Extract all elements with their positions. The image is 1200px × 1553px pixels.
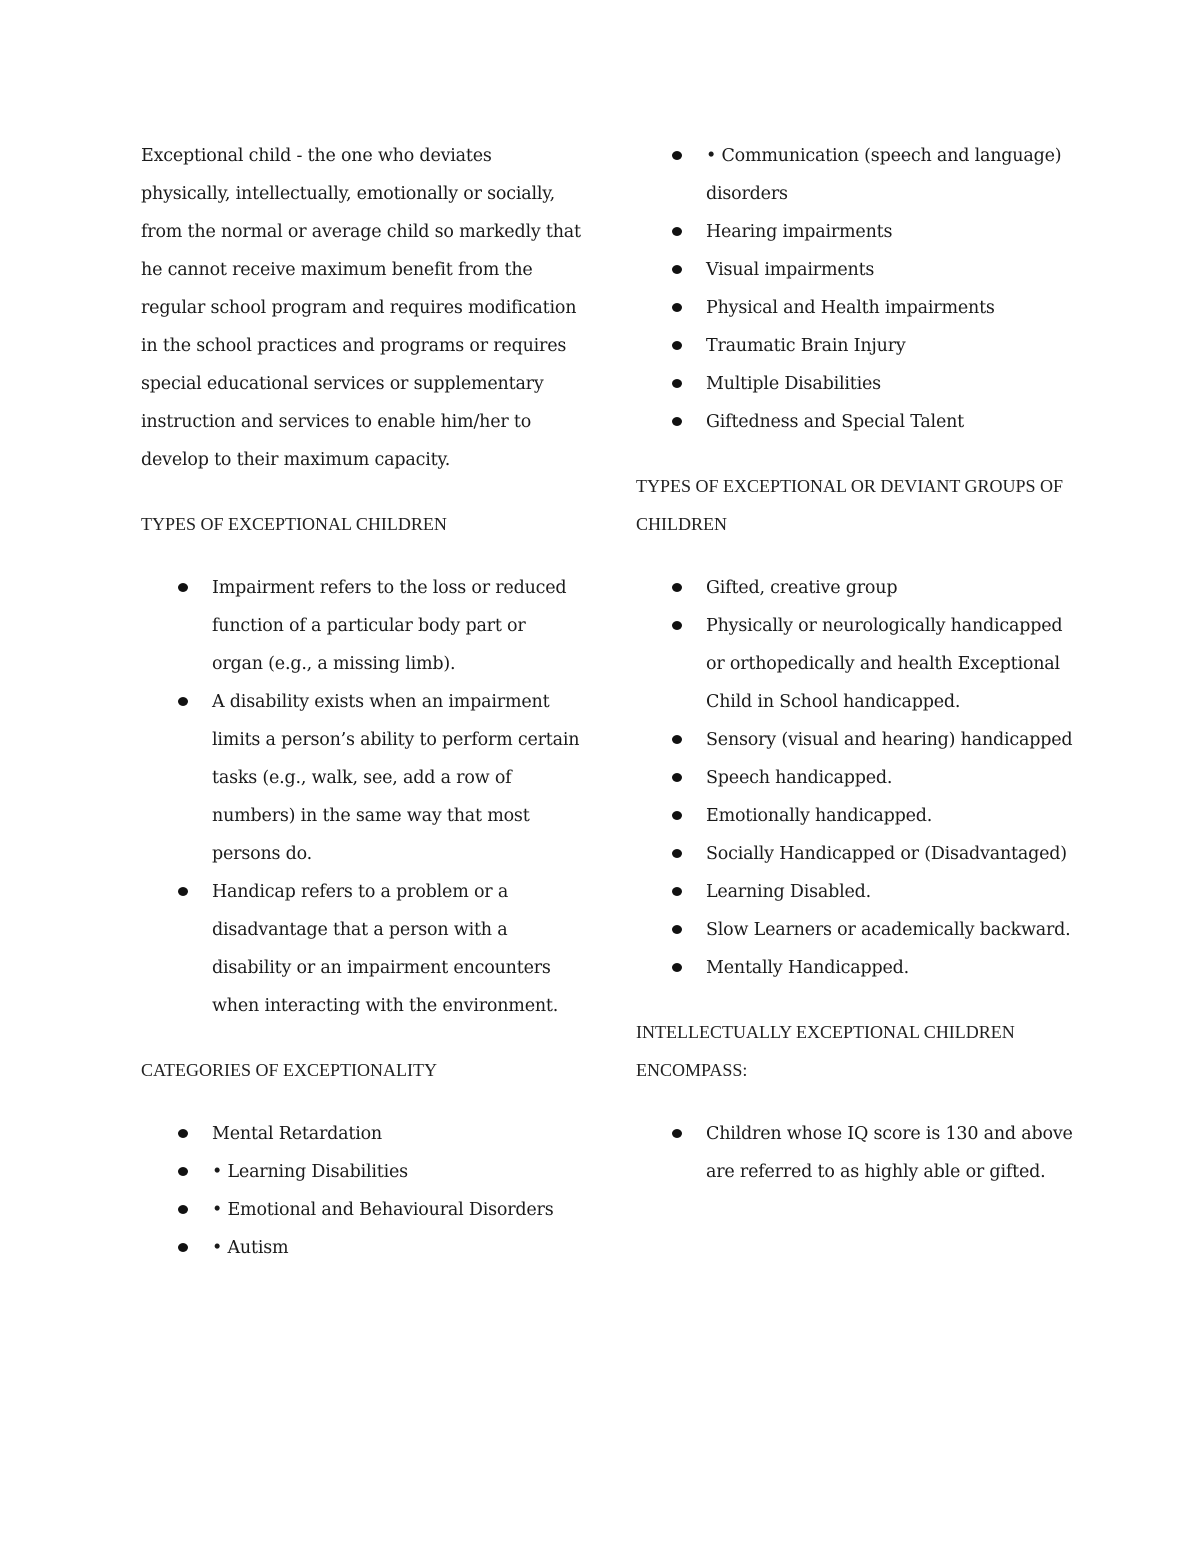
list-item-text: Traumatic Brain Injury bbox=[706, 336, 906, 356]
intellectual-list bbox=[636, 1115, 1086, 1191]
list-item-text: • Emotional and Behavioural Disorders bbox=[212, 1200, 554, 1220]
list-item bbox=[636, 873, 1086, 911]
bullet-icon bbox=[672, 735, 682, 744]
bullet-icon bbox=[672, 1129, 682, 1138]
list-item bbox=[141, 1191, 581, 1229]
bullet-icon bbox=[672, 265, 682, 274]
list-item-text: Mentally Handicapped. bbox=[706, 958, 909, 978]
list-item-text: Handicap refers to a problem or a disadvantage that a person with a disability or an impairment encounters when interacting with the environment. bbox=[212, 882, 559, 1016]
bullet-icon bbox=[178, 1243, 188, 1252]
list-item bbox=[636, 721, 1086, 759]
bullet-icon bbox=[672, 583, 682, 592]
deviant-groups-list bbox=[636, 569, 1086, 987]
bullet-icon bbox=[178, 583, 188, 592]
list-item-text: Giftedness and Special Talent bbox=[706, 412, 965, 432]
definition-paragraph: Exceptional child - the one who deviates physically, intellectually, emotionally or socially, from the normal or average child so markedly that he cannot receive maximum benefit from the regular school program and requires modification in the school practices and programs or requires special educational services or supplementary instruction and services to enable him/her to develop to their maximum capacity. bbox=[141, 146, 581, 470]
categories-continued-list bbox=[636, 137, 1086, 441]
list-item bbox=[636, 759, 1086, 797]
list-item bbox=[636, 835, 1086, 873]
list-item bbox=[141, 683, 581, 873]
list-item-text: • Autism bbox=[212, 1238, 289, 1258]
categories-list bbox=[141, 1115, 581, 1267]
types-heading: TYPES OF EXCEPTIONAL CHILDREN bbox=[141, 514, 447, 534]
list-item-text: Children whose IQ score is 130 and above are referred to as highly able or gifted. bbox=[706, 1124, 1073, 1182]
bullet-icon bbox=[178, 697, 188, 706]
bullet-icon bbox=[672, 227, 682, 236]
bullet-icon bbox=[178, 1205, 188, 1214]
list-item bbox=[636, 327, 1086, 365]
list-item-text: A disability exists when an impairment limits a person’s ability to perform certain tasks (e.g., walk, see, add a row of numbers) in the same way that most persons do. bbox=[212, 692, 580, 864]
list-item bbox=[636, 289, 1086, 327]
list-item-text: • Learning Disabilities bbox=[212, 1162, 408, 1182]
bullet-icon bbox=[672, 849, 682, 858]
bullet-icon bbox=[672, 887, 682, 896]
bullet-icon bbox=[672, 963, 682, 972]
list-item-text: Slow Learners or academically backward. bbox=[706, 920, 1071, 940]
categories-heading: CATEGORIES OF EXCEPTIONALITY bbox=[141, 1060, 437, 1080]
list-item-text: Physical and Health impairments bbox=[706, 298, 995, 318]
types-list bbox=[141, 569, 581, 1025]
bullet-icon bbox=[672, 151, 682, 160]
bullet-icon bbox=[672, 773, 682, 782]
list-item-text: Speech handicapped. bbox=[706, 768, 893, 788]
list-item bbox=[636, 403, 1086, 441]
list-item bbox=[636, 137, 1086, 213]
bullet-icon bbox=[672, 621, 682, 630]
list-item bbox=[636, 365, 1086, 403]
list-item bbox=[141, 873, 581, 1025]
intellectual-heading: INTELLECTUALLY EXCEPTIONAL CHILDREN ENCOMPASS: bbox=[636, 1022, 1015, 1080]
list-item bbox=[141, 1115, 581, 1153]
list-item bbox=[636, 797, 1086, 835]
bullet-icon bbox=[178, 1129, 188, 1138]
bullet-icon bbox=[672, 379, 682, 388]
list-item-text: Visual impairments bbox=[706, 260, 875, 280]
bullet-icon bbox=[672, 925, 682, 934]
list-item-text: Socially Handicapped or (Disadvantaged) bbox=[706, 844, 1067, 864]
bullet-icon bbox=[672, 303, 682, 312]
right-column bbox=[636, 137, 1086, 1191]
bullet-icon bbox=[672, 341, 682, 350]
list-item-text: Physically or neurologically handicapped or orthopedically and health Exceptional Child in School handicapped. bbox=[706, 616, 1063, 712]
bullet-icon bbox=[672, 811, 682, 820]
list-item-text: Hearing impairments bbox=[706, 222, 893, 242]
list-item bbox=[141, 569, 581, 683]
list-item bbox=[636, 213, 1086, 251]
list-item bbox=[141, 1153, 581, 1191]
list-item-text: Emotionally handicapped. bbox=[706, 806, 933, 826]
bullet-icon bbox=[178, 887, 188, 896]
bullet-icon bbox=[672, 417, 682, 426]
list-item bbox=[636, 569, 1086, 607]
list-item bbox=[636, 1115, 1086, 1191]
list-item-text: Sensory (visual and hearing) handicapped bbox=[706, 730, 1073, 750]
left-column bbox=[141, 137, 581, 1267]
list-item-text: • Communication (speech and language) disorders bbox=[706, 146, 1062, 204]
list-item-text: Mental Retardation bbox=[212, 1124, 383, 1144]
deviant-groups-heading: TYPES OF EXCEPTIONAL OR DEVIANT GROUPS OF CHILDREN bbox=[636, 476, 1064, 534]
bullet-icon bbox=[178, 1167, 188, 1176]
list-item-text: Multiple Disabilities bbox=[706, 374, 881, 394]
list-item bbox=[636, 911, 1086, 949]
list-item-text: Impairment refers to the loss or reduced function of a particular body part or organ (e.g., a missing limb). bbox=[212, 578, 567, 674]
list-item bbox=[636, 949, 1086, 987]
list-item bbox=[636, 251, 1086, 289]
list-item-text: Gifted, creative group bbox=[706, 578, 898, 598]
list-item bbox=[141, 1229, 581, 1267]
list-item-text: Learning Disabled. bbox=[706, 882, 872, 902]
list-item bbox=[636, 607, 1086, 721]
